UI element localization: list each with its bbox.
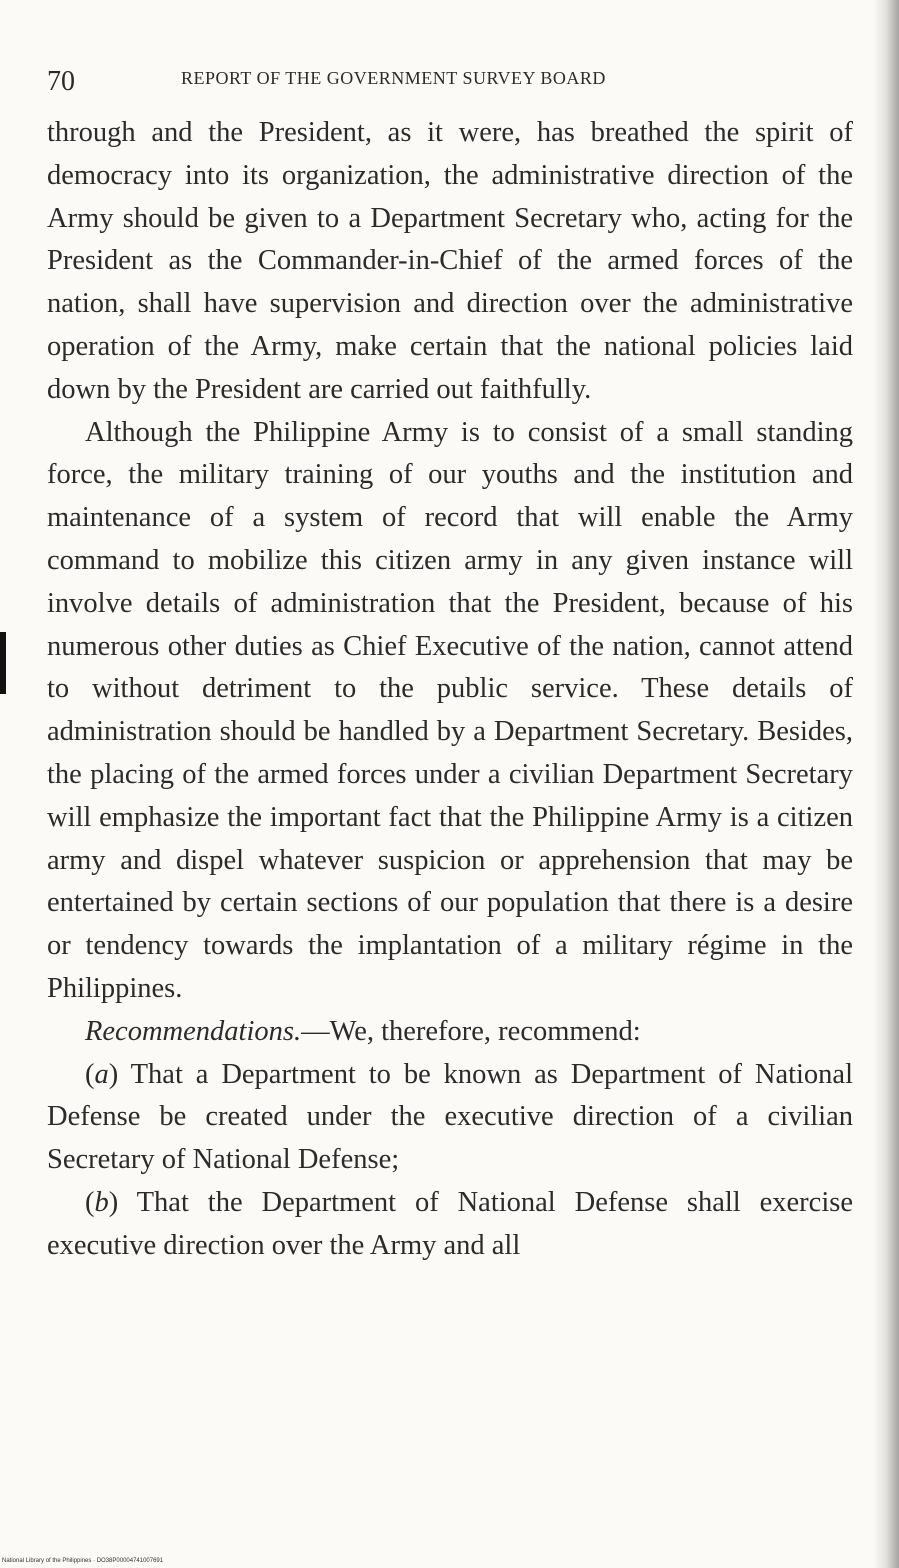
recommendations-intro [47,1011,853,1054]
paragraph-army-administration: Although the Philippine Army is to consist of a small standing force, the military training of our youths and the institution and maintenance of a system of record that will enable the Army command to mobilize this citizen army in any given instance will involve details of administration that the President, because of his numerous other duties as Chief Executive of the nation, cannot attend to without detriment to the public service. These details of administration should be handled by a Department Secretary. Besides, the placing of the armed forces under a civilian Department Secretary will emphasize the important fact that the Philippine Army is a citizen army and dispel whatever suspicion or apprehension that may be entertained by certain sections of our population that there is a desire or tendency towards the implantation of a military régime in the Philippines. [47,416,853,1004]
recommendations-heading: Recommendations. [85,1015,302,1047]
page-number: 70 [47,66,75,97]
recommendation-letter-a: a [94,1058,109,1090]
library-footer: National Library of the Philippines · DO38P00004741007691 [2,1558,164,1564]
recommendation-marker-b: (b) [85,1186,119,1218]
recommendation-text-b: That the Department of National Defense shall exercise executive direction over the Army and all [47,1186,853,1261]
recommendations-intro-text: —We, therefore, recommend: [301,1015,641,1047]
book-spine-shadow [873,0,899,1568]
recommendation-text-a: That a Department to be known as Department of National Defense be created under the executive direction of a civilian Secretary of National Defense; [47,1058,853,1176]
running-head: REPORT OF THE GOVERNMENT SURVEY BOARD [181,68,606,88]
body-text [47,112,853,1268]
page-header [47,62,847,102]
recommendation-item-b [47,1182,853,1268]
recommendation-marker-a: (a) [85,1058,119,1090]
recommendation-letter-b: b [94,1186,109,1218]
paragraph-continuation: through and the President, as it were, has breathed the spirit of democracy into its organization, the administrative direction of the Army should be given to a Department Secretary who, acting for the President as the Commander-in-Chief of the armed forces of the nation, shall have supervision and direction over the administrative operation of the Army, make certain that the national policies laid down by the President are carried out faithfully. [47,117,853,405]
recommendation-item-a [47,1054,853,1182]
scan-edge-mark [0,632,6,694]
